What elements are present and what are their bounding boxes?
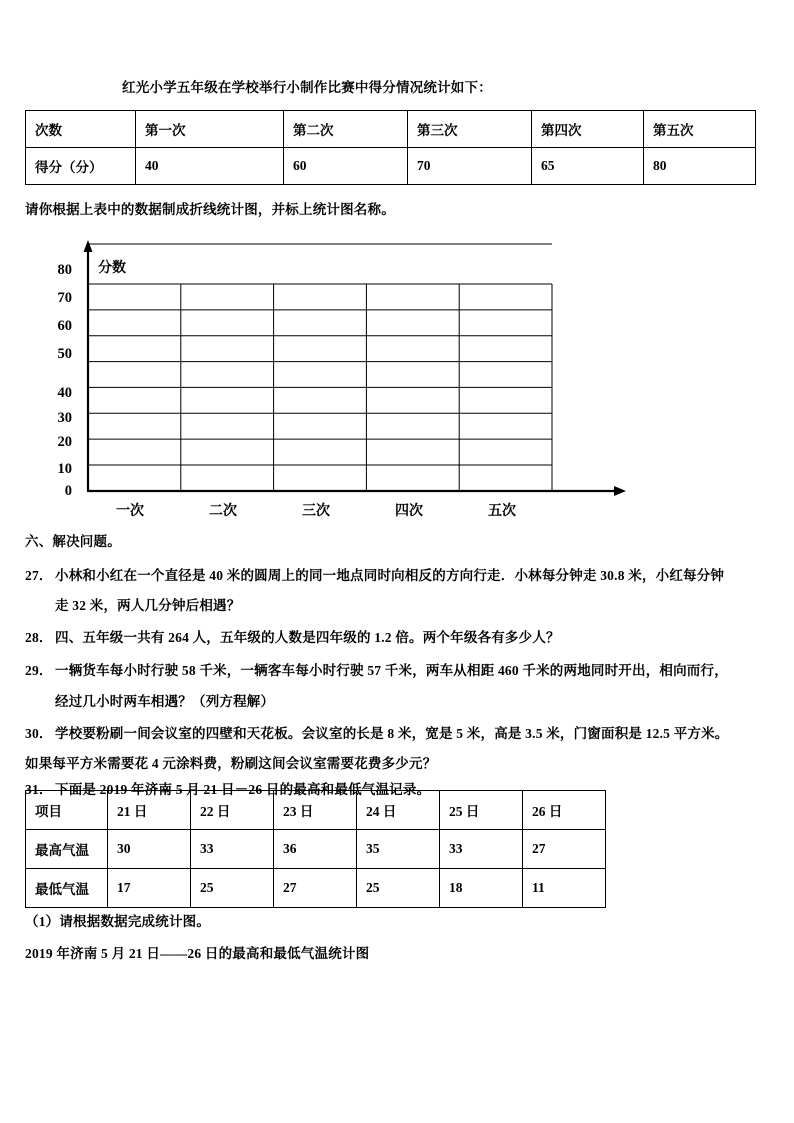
y-tick-label: 70	[57, 290, 72, 306]
problem-29-line-2: 经过几小时两车相遇？（列方程解）	[55, 694, 275, 709]
temp-table-cell: 30	[108, 830, 191, 869]
table-row	[26, 791, 606, 830]
table-row	[26, 830, 606, 869]
sub-question-text: （1）请根据数据完成统计图。	[25, 914, 211, 929]
score-table-header-cell: 第三次	[408, 111, 532, 148]
temp-table-header-cell: 25 日	[440, 791, 523, 830]
chart-instruction-text: 请你根据上表中的数据制成折线统计图，并标上统计图名称。	[25, 202, 395, 217]
temp-table-row-label: 最高气温	[26, 830, 108, 869]
problem-30-line-2: 如果每平方米需要花 4 元涂料费，粉刷这间会议室需要花费多少元？	[25, 756, 437, 771]
score-table-cell: 70	[408, 148, 532, 185]
score-table-header-cell: 第四次	[532, 111, 644, 148]
score-table-cell: 80	[644, 148, 756, 185]
y-tick-label: 10	[57, 461, 72, 477]
score-table-row-label: 得分（分）	[26, 148, 136, 185]
temp-table-cell: 27	[523, 830, 606, 869]
temp-table-cell: 33	[440, 830, 523, 869]
temp-table-cell: 11	[523, 869, 606, 908]
temp-table-cell: 27	[274, 869, 357, 908]
problem-27-line-2: 走 32 米，两人几分钟后相遇？	[55, 598, 241, 613]
chart-svg	[40, 235, 660, 535]
temperature-table	[25, 790, 606, 908]
y-tick-label: 60	[57, 318, 72, 334]
problem-number-29: 29．	[25, 663, 53, 678]
score-table-cell: 65	[532, 148, 644, 185]
problem-number-28: 28．	[25, 630, 53, 645]
temp-table-cell: 33	[191, 830, 274, 869]
problem-31-line-1: 下面是 2019 年济南 5 月 21 日－26 日的最高和最低气温记录。	[55, 782, 431, 797]
y-tick-label: 20	[57, 434, 72, 450]
temp-table-header-label: 项目	[26, 791, 108, 830]
temp-table-cell: 18	[440, 869, 523, 908]
x-tick-label: 五次	[488, 504, 516, 519]
temp-table-header-cell: 21 日	[108, 791, 191, 830]
problem-30-line-1: 学校要粉刷一间会议室的四壁和天花板。会议室的长是 8 米，宽是 5 米，高是 3.5 米，门窗面积是 12.5 平方米。	[55, 726, 729, 741]
score-table-cell: 40	[136, 148, 284, 185]
horizontal-gridlines	[88, 284, 552, 465]
score-table-header-cell: 第一次	[136, 111, 284, 148]
score-table-header-cell: 第二次	[284, 111, 408, 148]
score-intro-text: 红光小学五年级在学校举行小制作比赛中得分情况统计如下：	[122, 80, 492, 95]
x-tick-label: 三次	[302, 504, 330, 519]
problem-29-line-1: 一辆货车每小时行驶 58 千米，一辆客车每小时行驶 57 千米，两车从相距 460 千米的两地同时开出，相向而行，	[55, 663, 728, 678]
temp-table-header-cell: 22 日	[191, 791, 274, 830]
score-table-header-cell: 第五次	[644, 111, 756, 148]
score-table	[25, 110, 756, 185]
x-tick-label: 一次	[116, 504, 144, 519]
table-row	[26, 148, 756, 185]
score-table-header-label: 次数	[26, 111, 136, 148]
temp-table-header-cell: 23 日	[274, 791, 357, 830]
problem-number-27: 27．	[25, 568, 53, 583]
temp-table-header-cell: 24 日	[357, 791, 440, 830]
y-axis-title: 分数	[98, 261, 126, 276]
x-tick-label: 四次	[395, 504, 423, 519]
problems-section-heading: 六、解决问题。	[25, 534, 121, 549]
temp-table-row-label: 最低气温	[26, 869, 108, 908]
temp-table-cell: 36	[274, 830, 357, 869]
y-tick-label: 0	[64, 483, 72, 499]
y-tick-label: 50	[57, 346, 72, 362]
problem-27-line-1: 小林和小红在一个直径是 40 米的圆周上的同一地点同时向相反的方向行走．小林每分钟走 30.8 米，小红每分钟	[55, 568, 725, 583]
y-tick-label: 30	[57, 410, 72, 426]
problem-28-line-1: 四、五年级一共有 264 人，五年级的人数是四年级的 1.2 倍。两个年级各有多少人？	[55, 630, 560, 645]
table-row	[26, 111, 756, 148]
temperature-chart-caption: 2019 年济南 5 月 21 日——26 日的最高和最低气温统计图	[25, 946, 370, 961]
problem-number-31: 31．	[25, 782, 53, 797]
temp-table-header-cell: 26 日	[523, 791, 606, 830]
score-table-cell: 60	[284, 148, 408, 185]
x-tick-label: 二次	[209, 504, 237, 519]
y-axis-arrow-icon	[84, 240, 93, 252]
temp-table-cell: 25	[191, 869, 274, 908]
x-axis-arrow-icon	[614, 486, 626, 496]
temp-table-cell: 35	[357, 830, 440, 869]
y-tick-label: 80	[57, 262, 72, 278]
line-chart-grid	[40, 235, 660, 535]
temp-table-cell: 17	[108, 869, 191, 908]
problem-number-30: 30．	[25, 726, 53, 741]
table-row	[26, 869, 606, 908]
temp-table-cell: 25	[357, 869, 440, 908]
y-tick-label: 40	[57, 385, 72, 401]
